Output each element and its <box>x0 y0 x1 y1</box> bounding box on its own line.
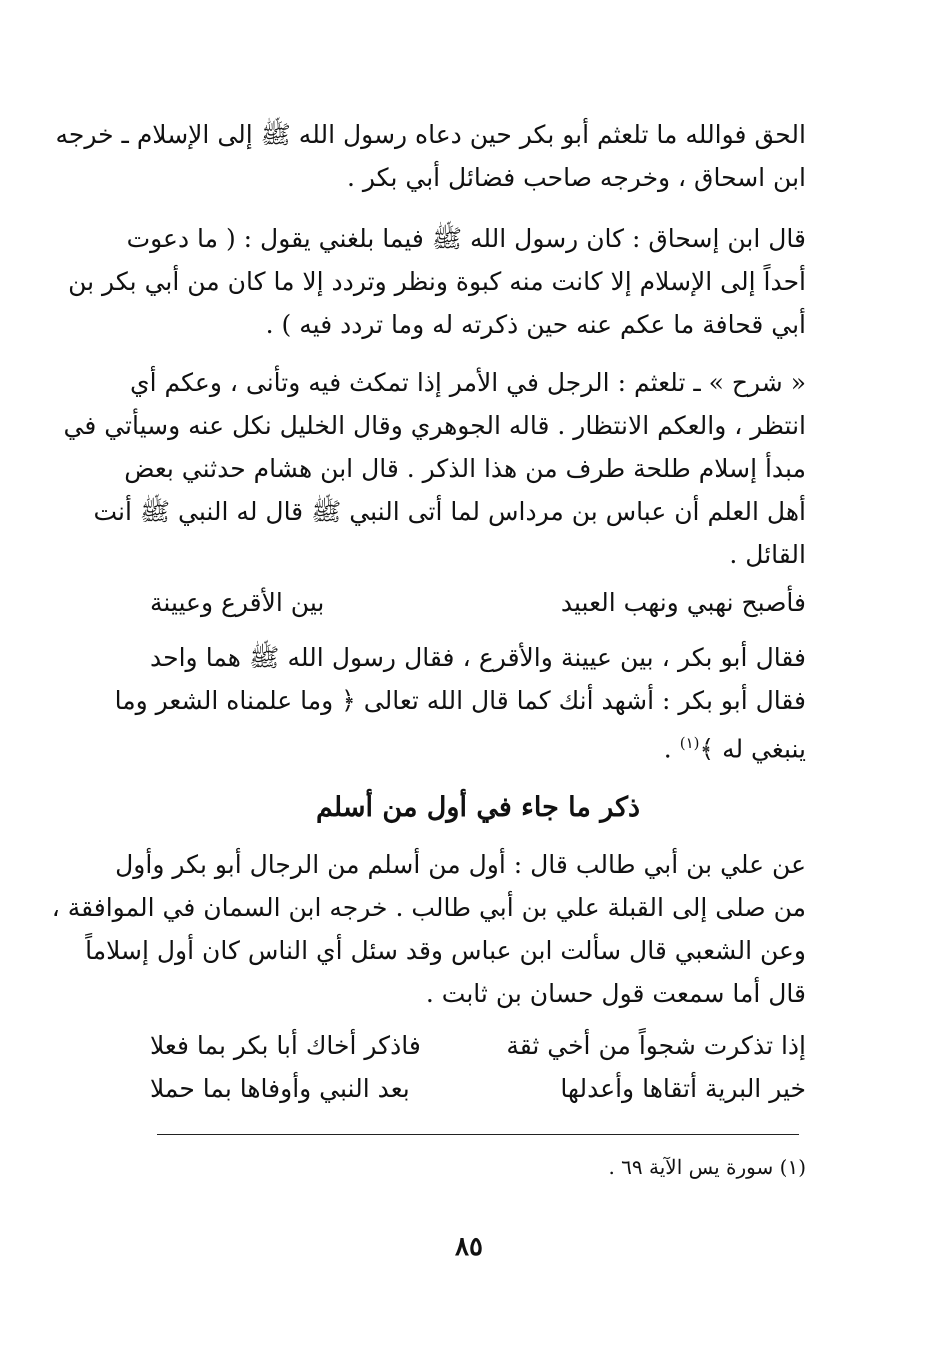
text-line: أبي قحافة ما عكم عنه حين ذكرته له وما تردد فيه ) . <box>265 310 806 339</box>
verse-row <box>150 1024 806 1067</box>
footnote-reference[interactable]: (١) <box>679 734 700 752</box>
verse-row <box>150 1067 806 1110</box>
text-line: أحداً إلى الإسلام إلا كانت منه كبوة ونظر وتردد إلا ما كان من أبي بكر بن <box>68 267 806 296</box>
footnote-divider <box>157 1134 799 1135</box>
text-line: القائل . <box>729 540 806 569</box>
text-line: فقال أبو بكر ، بين عيينة والأقرع ، فقال رسول الله ﷺ هما واحد <box>150 643 806 672</box>
paragraph-2 <box>68 217 806 346</box>
sentence-end: . <box>663 734 680 764</box>
text-line: أهل العلم أن عباس بن مرداس لما أتى النبي ﷺ قال له النبي ﷺ أنت <box>93 497 806 526</box>
paragraph-5 <box>51 843 806 1015</box>
text-line <box>150 722 806 770</box>
text-line: قال أما سمعت قول حسان بن ثابت . <box>425 979 806 1008</box>
text-line: الحق فوالله ما تلعثم أبو بكر حين دعاه رسول الله ﷺ إلى الإسلام ـ خرجه <box>55 120 806 149</box>
verse-hemistich-right: خير البرية أتقاها وأعدلها <box>560 1074 806 1103</box>
page-number: ٨٥ <box>455 1232 483 1262</box>
text-line: عن علي بن أبي طالب قال : أول من أسلم من الرجال أبو بكر وأول <box>115 850 806 879</box>
verse-row <box>150 581 806 624</box>
footnote: (١) سورة يس الآية ٦٩ . <box>608 1155 806 1179</box>
text-line: وعن الشعبي قال سألت ابن عباس وقد سئل أي الناس كان أول إسلاماً <box>85 936 806 965</box>
verse-hemistich-left: فاذكر أخاك أبا بكر بما فعلا <box>150 1031 421 1060</box>
text-line: ابن اسحاق ، وخرجه صاحب فضائل أبي بكر . <box>346 163 806 192</box>
verse-2 <box>150 1024 806 1110</box>
verse-hemistich-left: بين الأقرع وعيينة <box>150 588 325 617</box>
text-line: فقال أبو بكر : أشهد أنك كما قال الله تعالى ﴿ وما علمناه الشعر وما <box>114 686 806 715</box>
text-line: « شرح » ـ تلعثم : الرجل في الأمر إذا تمكث فيه وتأنى ، وعكم أي <box>130 368 806 397</box>
paragraph-1 <box>55 113 806 199</box>
verse-hemistich-right: فأصبح نهبي ونهب العبيد <box>560 588 806 617</box>
paragraph-3 <box>63 361 806 576</box>
text-line: قال ابن إسحاق : كان رسول الله ﷺ فيما بلغني يقول : ( ما دعوت <box>126 224 806 253</box>
quran-quote-end: ينبغي له ﴾ <box>699 734 806 764</box>
paragraph-4 <box>114 636 806 770</box>
text-line: مبدأ إسلام طلحة طرف من هذا الذكر . قال ابن هشام حدثني بعض <box>124 454 806 483</box>
verse-hemistich-left: بعد النبي وأوفاها بما حملا <box>150 1074 410 1103</box>
text-line: انتظر ، والعكم الانتظار . قاله الجوهري وقال الخليل نكل عنه وسيأتي في <box>63 411 806 440</box>
verse-hemistich-right: إذا تذكرت شجواً من أخي ثقة <box>506 1031 806 1060</box>
text-line: من صلى إلى القبلة علي بن أبي طالب . خرجه ابن السمان في الموافقة ، <box>51 893 806 922</box>
section-heading: ذكر ما جاء في أول من أسلم <box>315 792 641 823</box>
verse-1 <box>150 581 806 624</box>
